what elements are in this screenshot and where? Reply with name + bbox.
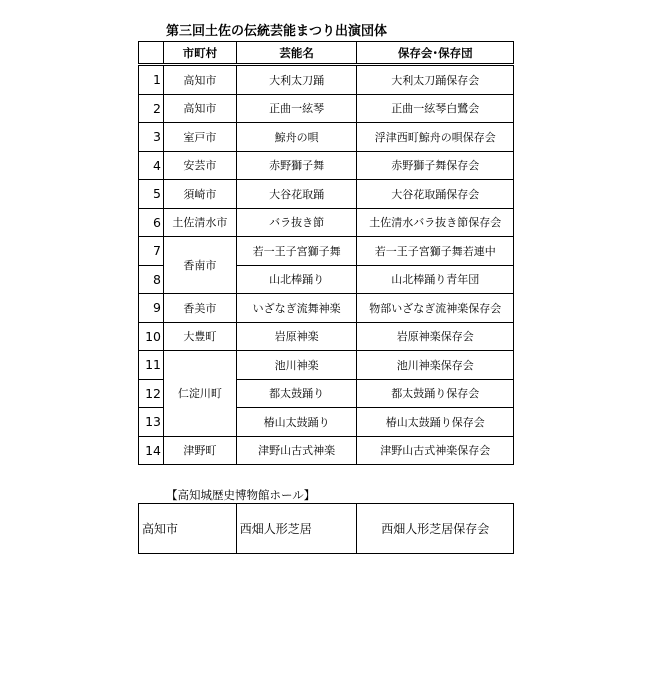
table-row [139, 65, 514, 95]
row-number: 4 [139, 151, 164, 180]
row-number: 8 [139, 265, 164, 294]
table-row [139, 436, 514, 465]
row-city: 大豊町 [163, 322, 236, 351]
row-art: 山北棒踊り [236, 265, 357, 294]
row-city: 香美市 [163, 294, 236, 323]
table-row [139, 123, 514, 152]
table-row [139, 208, 514, 237]
row-number: 1 [139, 65, 164, 95]
header-city: 市町村 [163, 42, 236, 65]
row-group: 津野山古式神楽保存会 [357, 436, 514, 465]
row-number: 11 [139, 351, 164, 380]
table-header-row [139, 42, 514, 65]
table-row [139, 351, 514, 380]
row-city: 土佐清水市 [163, 208, 236, 237]
hall-group: 西畑人形芝居保存会 [357, 504, 514, 554]
row-number: 13 [139, 408, 164, 437]
row-group: 池川神楽保存会 [357, 351, 514, 380]
row-city: 香南市 [163, 237, 236, 294]
row-number: 3 [139, 123, 164, 152]
table-row [139, 294, 514, 323]
row-city: 津野町 [163, 436, 236, 465]
row-city: 室戸市 [163, 123, 236, 152]
row-group: 土佐清水バラ抜き節保存会 [357, 208, 514, 237]
row-art: 鯨舟の唄 [236, 123, 357, 152]
hall-art: 西畑人形芝居 [236, 504, 357, 554]
hall-heading: 【高知城歴史博物館ホール】 [166, 488, 316, 502]
row-city: 高知市 [163, 94, 236, 123]
row-art: バラ抜き節 [236, 208, 357, 237]
row-number: 7 [139, 237, 164, 266]
row-art: 椿山太鼓踊り [236, 408, 357, 437]
header-art: 芸能名 [236, 42, 357, 65]
row-number: 6 [139, 208, 164, 237]
row-city: 仁淀川町 [163, 351, 236, 437]
hall-table [138, 503, 514, 554]
table-row [139, 180, 514, 209]
row-art: いざなぎ流舞神楽 [236, 294, 357, 323]
row-art: 大谷花取踊 [236, 180, 357, 209]
table-row [139, 322, 514, 351]
table-row [139, 151, 514, 180]
row-city: 高知市 [163, 65, 236, 95]
performers-table [138, 41, 514, 465]
table-row [139, 94, 514, 123]
row-art: 津野山古式神楽 [236, 436, 357, 465]
row-group: 椿山太鼓踊り保存会 [357, 408, 514, 437]
table-row [139, 504, 514, 554]
row-group: 大利太刀踊保存会 [357, 65, 514, 95]
row-art: 正曲一絃琴 [236, 94, 357, 123]
row-city: 安芸市 [163, 151, 236, 180]
row-art: 赤野獅子舞 [236, 151, 357, 180]
row-art: 若一王子宮獅子舞 [236, 237, 357, 266]
table-row [139, 237, 514, 266]
row-number: 2 [139, 94, 164, 123]
row-group: 浮津西町鯨舟の唄保存会 [357, 123, 514, 152]
row-number: 9 [139, 294, 164, 323]
row-group: 山北棒踊り青年団 [357, 265, 514, 294]
row-group: 岩原神楽保存会 [357, 322, 514, 351]
row-group: 物部いざなぎ流神楽保存会 [357, 294, 514, 323]
header-group: 保存会･保存団 [357, 42, 514, 65]
row-art: 大利太刀踊 [236, 65, 357, 95]
row-number: 14 [139, 436, 164, 465]
row-art: 岩原神楽 [236, 322, 357, 351]
row-group: 大谷花取踊保存会 [357, 180, 514, 209]
hall-city: 高知市 [139, 504, 237, 554]
page-title: 第三回土佐の伝統芸能まつり出演団体 [166, 24, 388, 39]
row-group: 赤野獅子舞保存会 [357, 151, 514, 180]
row-group: 若一王子宮獅子舞若連中 [357, 237, 514, 266]
row-group: 正曲一絃琴白鷺会 [357, 94, 514, 123]
row-city: 須崎市 [163, 180, 236, 209]
row-number: 5 [139, 180, 164, 209]
header-number [139, 42, 164, 65]
row-art: 池川神楽 [236, 351, 357, 380]
row-number: 12 [139, 379, 164, 408]
row-number: 10 [139, 322, 164, 351]
row-group: 都太鼓踊り保存会 [357, 379, 514, 408]
row-art: 都太鼓踊り [236, 379, 357, 408]
